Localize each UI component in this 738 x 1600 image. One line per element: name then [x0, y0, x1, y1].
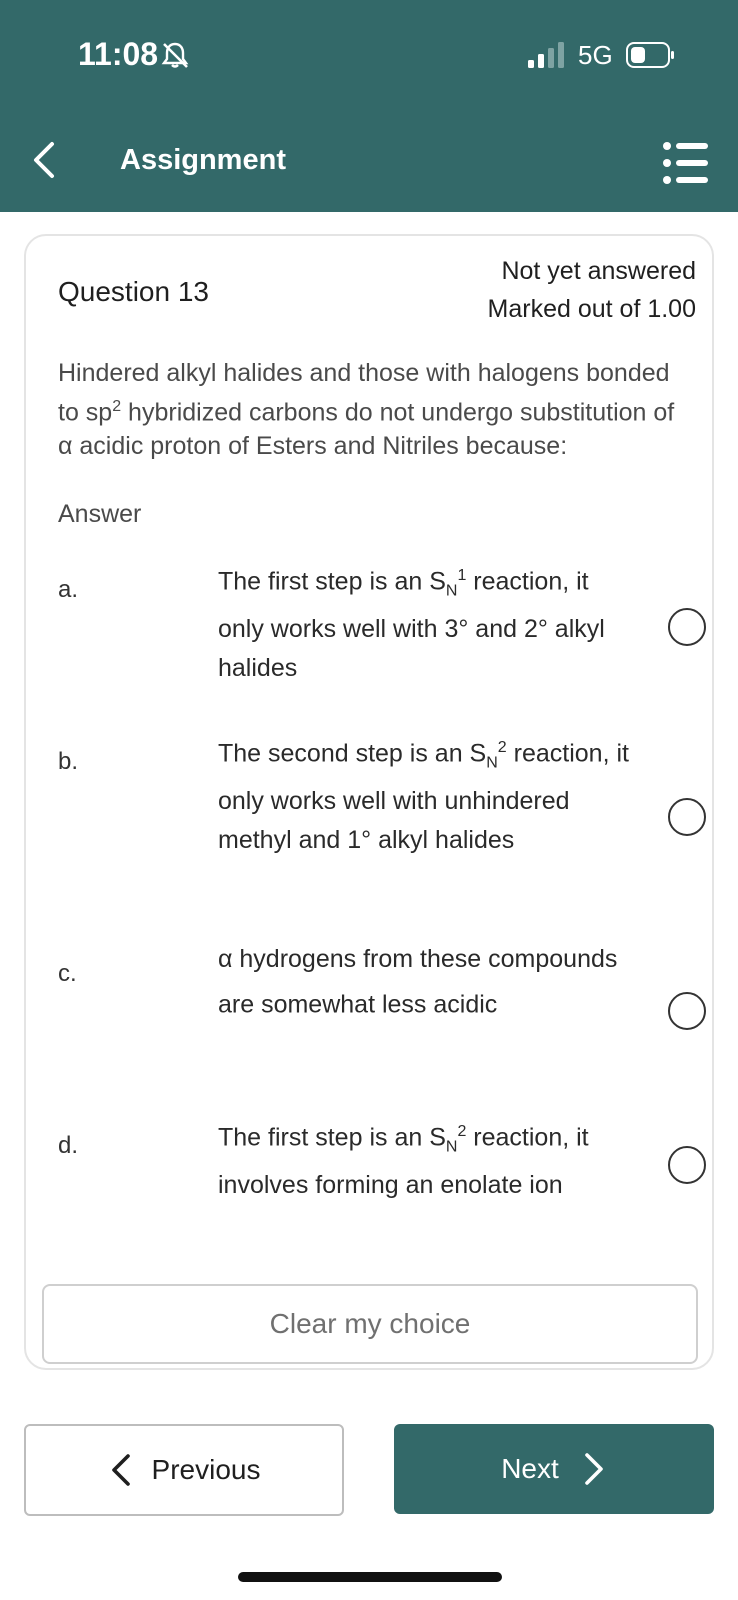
answer-state: Not yet answered	[501, 257, 696, 285]
previous-button[interactable]	[24, 1424, 344, 1516]
answer-label: Answer	[58, 500, 142, 528]
marks-info: Marked out of 1.00	[487, 295, 696, 323]
option-d-radio[interactable]	[668, 1146, 706, 1184]
option-text: α hydrogens from these compounds are somewhat less acidic	[218, 945, 618, 1019]
option-a-radio[interactable]	[668, 608, 706, 646]
question-number: Question 13	[58, 276, 209, 307]
list-menu-icon[interactable]	[662, 140, 708, 186]
option-letter: c.	[58, 960, 77, 987]
battery-icon	[626, 42, 676, 68]
bell-slash-icon	[160, 40, 190, 70]
network-type: 5G	[578, 40, 613, 70]
option-letter: b.	[58, 748, 79, 775]
option-letter: d.	[58, 1132, 79, 1159]
next-label: Next	[501, 1453, 559, 1484]
chevron-right-icon	[581, 1451, 607, 1487]
next-button[interactable]	[394, 1424, 714, 1514]
status-time: 11:08	[78, 36, 159, 72]
option-text: The first step is an $S_N^1$ reaction, it only works well with 3° and 2° alkyl halides	[218, 567, 605, 683]
question-status	[488, 252, 696, 328]
question-card	[24, 234, 714, 1370]
previous-label: Previous	[151, 1454, 261, 1485]
option-text: The first step is an $S_N^2$ reaction, it involves forming an enolate ion	[218, 1123, 589, 1200]
option-text: The second step is an $S_N^2$ reaction, it only works well with unhindered methyl and 1° alkyl halides	[218, 739, 629, 855]
chevron-left-icon	[108, 1452, 134, 1488]
option-b-radio[interactable]	[668, 798, 706, 836]
home-indicator	[238, 1572, 502, 1582]
question-text: Hindered alkyl halides and those with halogens bonded to $sp^2$ hybridized carbons do not undergo substitution of α acidic proton of Esters and Nitriles because:	[58, 359, 675, 461]
app-header	[0, 0, 738, 212]
signal-icon	[528, 42, 566, 68]
option-letter: a.	[58, 576, 79, 603]
page-title: Assignment	[120, 144, 286, 176]
chevron-left-icon[interactable]	[28, 140, 60, 180]
clear-choice-button[interactable]: Clear my choice	[42, 1284, 698, 1364]
option-c-radio[interactable]	[668, 992, 706, 1030]
